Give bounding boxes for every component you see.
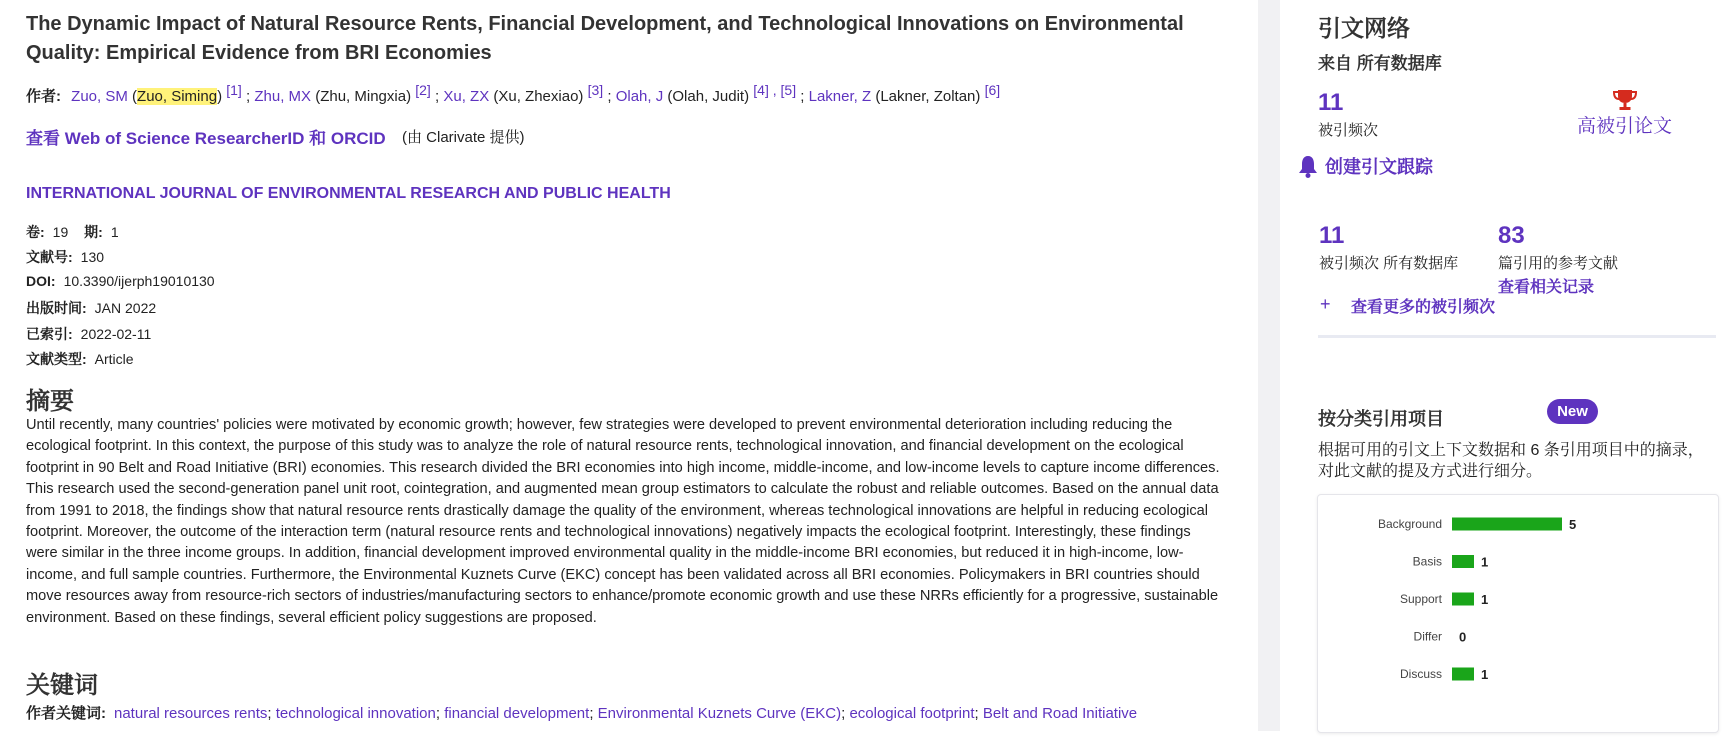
publication-date-value: JAN 2022 bbox=[94, 300, 157, 316]
citation-classification-chart bbox=[1317, 494, 1719, 733]
times-cited-label: 被引频次 bbox=[1318, 122, 1379, 139]
author-affiliation-ref[interactable]: [6] bbox=[984, 82, 1001, 98]
author-link[interactable]: Xu, ZX bbox=[443, 88, 490, 105]
keywords-heading: 关键词 bbox=[26, 672, 98, 699]
indexed-date-value: 2022-02-11 bbox=[80, 326, 152, 342]
journal-link[interactable]: INTERNATIONAL JOURNAL OF ENVIRONMENTAL RESEARCH AND PUBLIC HEALTH bbox=[26, 185, 671, 202]
doi-label: DOI: bbox=[26, 273, 56, 289]
bell-icon bbox=[1297, 154, 1319, 178]
author-full-name: Lakner, Zoltan bbox=[880, 88, 976, 105]
author-affiliation-ref[interactable]: [4] , [5] bbox=[753, 82, 797, 98]
bar[interactable] bbox=[1452, 518, 1562, 531]
volume-label: 卷: bbox=[26, 224, 45, 240]
plus-icon: + bbox=[1320, 294, 1331, 314]
keyword-link[interactable]: technological innovation bbox=[275, 705, 436, 722]
article-number-label: 文献号: bbox=[26, 249, 73, 265]
article-title: The Dynamic Impact of Natural Resource Rents, Financial Development, and Technological Innovations on Environmental Quality: Empirical Evidence from BRI Economies bbox=[26, 13, 1184, 64]
author-link[interactable]: Lakner, Z bbox=[808, 88, 872, 105]
author-link[interactable]: Olah, J bbox=[615, 88, 664, 105]
author-link[interactable]: Zuo, SM bbox=[71, 88, 128, 105]
value-label: 1 bbox=[1481, 554, 1489, 570]
author-keywords bbox=[26, 702, 1137, 723]
section-separator bbox=[1318, 335, 1716, 338]
classification-bar-chart bbox=[1318, 495, 1718, 732]
highly-cited-link[interactable]: 高被引论文 bbox=[1577, 116, 1673, 137]
issue-label: 期: bbox=[84, 224, 103, 240]
indexed-date-label: 已索引: bbox=[26, 326, 73, 342]
category-label: Differ bbox=[1413, 629, 1442, 644]
times-cited-all-count[interactable]: 11 bbox=[1319, 222, 1345, 249]
abstract-heading: 摘要 bbox=[26, 388, 74, 415]
doi bbox=[26, 273, 215, 289]
category-label: Basis bbox=[1412, 554, 1442, 569]
author-full-name: Zhu, Mingxia bbox=[320, 88, 407, 105]
references-label: 篇引用的参考文献 bbox=[1498, 255, 1619, 272]
document-type-label: 文献类型: bbox=[26, 351, 87, 367]
references-count[interactable]: 83 bbox=[1498, 222, 1525, 249]
keyword-link[interactable]: Belt and Road Initiative bbox=[982, 705, 1138, 722]
volume-issue bbox=[26, 222, 119, 242]
author-affiliation-ref[interactable]: [1] bbox=[226, 82, 242, 98]
document-type bbox=[26, 349, 134, 369]
times-cited-count[interactable]: 11 bbox=[1318, 89, 1344, 116]
article-number bbox=[26, 247, 104, 267]
publication-date bbox=[26, 298, 156, 318]
volume-value: 19 bbox=[52, 224, 69, 240]
researcher-id-note: (由 Clarivate 提供) bbox=[402, 129, 525, 146]
authors-line bbox=[26, 82, 1000, 106]
category-label: Support bbox=[1399, 592, 1442, 606]
author-list: Zuo, SM (Zuo, Siming) [1] ; Zhu, MX (Zhu, Mingxia) [2] ; Xu, ZX (Xu, Zhexiao) [3] ; Olah, J (Olah, Judit) [4] , [5] ; Lakner, Z (Lakner, Zoltan) [6] bbox=[71, 82, 1001, 105]
doi-value: 10.3390/ijerph19010130 bbox=[63, 273, 215, 289]
indexed-date bbox=[26, 324, 151, 344]
keyword-list: natural resources rents; technological innovation; financial development; Environmental Kuznets Curve (EKC); ecological footprint; Belt and Road Initiative bbox=[114, 705, 1138, 722]
bar[interactable] bbox=[1452, 555, 1474, 568]
author-full-name: Zuo, Siming bbox=[137, 88, 218, 105]
author-keywords-label: 作者关键词: bbox=[26, 705, 106, 722]
keyword-link[interactable]: ecological footprint bbox=[849, 705, 975, 722]
citation-network-subtitle: 来自 所有数据库 bbox=[1318, 54, 1442, 73]
value-label: 5 bbox=[1569, 517, 1577, 532]
keyword-link[interactable]: financial development bbox=[444, 705, 590, 722]
author-full-name: Xu, Zhexiao bbox=[498, 88, 579, 105]
document-type-value: Article bbox=[94, 351, 134, 367]
author-affiliation-ref[interactable]: [3] bbox=[587, 82, 604, 98]
bar[interactable] bbox=[1452, 593, 1474, 606]
value-label: 1 bbox=[1481, 667, 1489, 682]
category-label: Background bbox=[1377, 517, 1442, 531]
classification-title: 按分类引用项目 bbox=[1318, 409, 1444, 429]
category-label: Discuss bbox=[1399, 667, 1442, 681]
times-cited-all-label: 被引频次 所有数据库 bbox=[1319, 255, 1459, 272]
panel-divider bbox=[1258, 0, 1280, 731]
article-number-value: 130 bbox=[80, 249, 105, 265]
classification-description: 根据可用的引文上下文数据和 6 条引用项目中的摘录，对此文献的提及方式进行细分。 bbox=[1318, 442, 1704, 480]
abstract-text: Until recently, many countries' policies were motivated by economic growth; however, few strategies were developed to prevent environmental deterioration including reducing the ecological footprint. In this context, the purpose of this study was to analyze the role of natural resource rents, technological innovation, and financial development on the ecological footprint in 90 Belt and Road Initiative (BRI) economies. This research divided the BRI economies into high income, middle-income, and low-income levels to capture income differences. This research used the second-generation panel unit root, cointegration, and augmented mean group estimators to calculate the robust and reliable outcomes. Based on the annual data from 1991 to 2018, the findings show that natural resource rents drastically damage the quality of the environment, whereas technological innovations are helpful in reducing ecological footprint. Moreover, the outcome of the interaction term (natural resource rents and technological innovations) negatively impacts the ecological footprint. Interestingly, these findings were similar in the three income groups. In addition, financial development improved environmental quality in the middle-income BRI economies, but reduced it in high-income, low-income, and full sample countries. Furthermore, the Environmental Kuznets Curve (EKC) concept has been validated across all BRI economies. Policymakers in BRI countries should move resources away from resource-rich sectors of industries/manufacturing sectors to enhance/promote economic growth and use these NRRs efficiently for a progressive, sustainable environment. Based on these findings, several efficient policy suggestions are proposed. bbox=[26, 417, 1220, 626]
keyword-link[interactable]: Environmental Kuznets Curve (EKC) bbox=[597, 705, 842, 722]
create-citation-alert[interactable]: 创建引文跟踪 bbox=[1325, 157, 1433, 177]
author-link[interactable]: Zhu, MX bbox=[254, 88, 312, 105]
author-affiliation-ref[interactable]: [2] bbox=[415, 82, 431, 98]
publication-date-label: 出版时间: bbox=[26, 300, 87, 316]
citation-network-panel bbox=[1280, 0, 1729, 731]
trophy-icon bbox=[1612, 88, 1638, 112]
researcher-id-link[interactable]: 查看 Web of Science ResearcherID 和 ORCID bbox=[26, 129, 386, 148]
view-related-records[interactable]: 查看相关记录 bbox=[1498, 279, 1595, 296]
value-label: 0 bbox=[1459, 629, 1467, 645]
issue-value: 1 bbox=[110, 224, 119, 240]
citation-network-title: 引文网络 bbox=[1318, 15, 1410, 41]
keyword-link[interactable]: natural resources rents bbox=[114, 705, 268, 722]
authors-label: 作者: bbox=[26, 88, 61, 105]
author-full-name: Olah, Judit bbox=[672, 88, 745, 105]
new-badge: New bbox=[1547, 399, 1598, 424]
more-times-cited-link[interactable]: 查看更多的被引频次 bbox=[1351, 299, 1496, 316]
value-label: 1 bbox=[1481, 592, 1489, 607]
bar[interactable] bbox=[1452, 668, 1474, 681]
